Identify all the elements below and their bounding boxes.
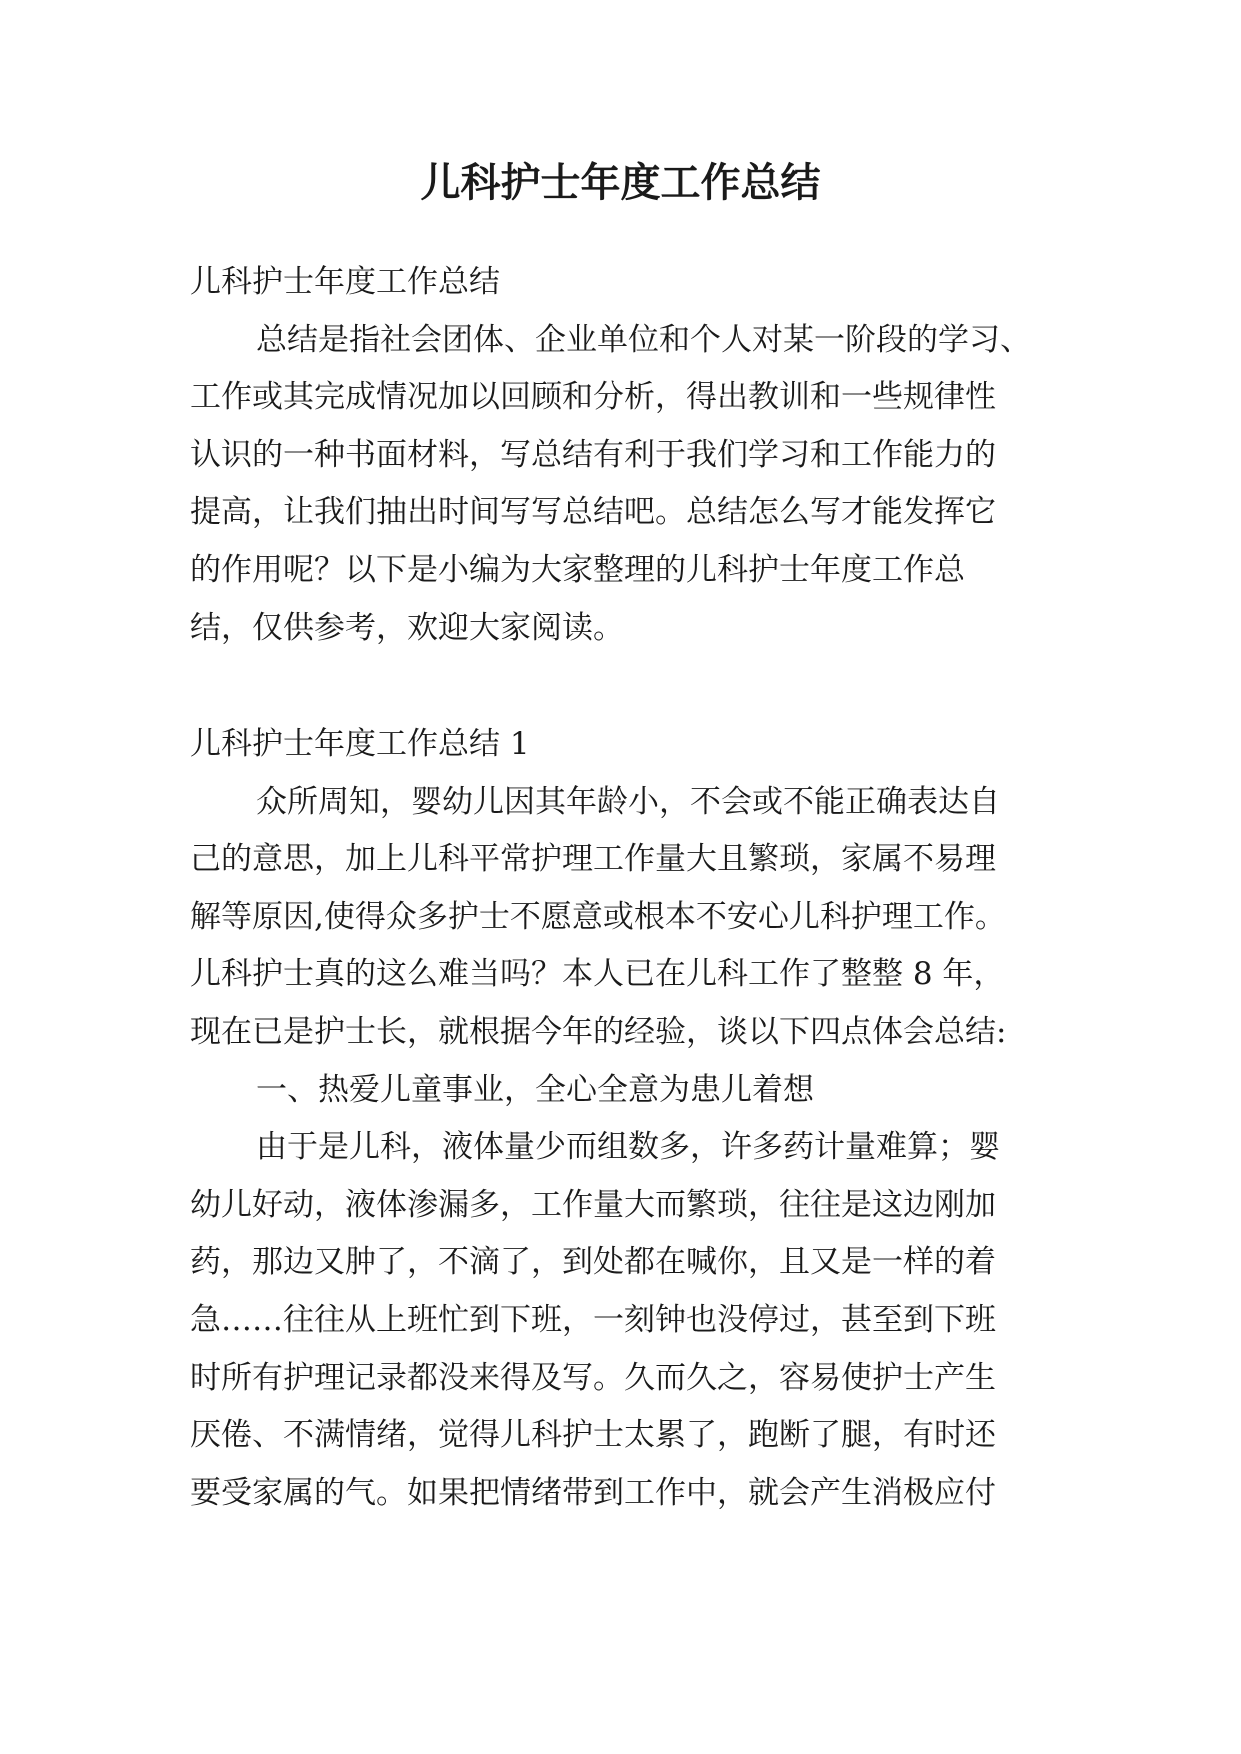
paragraph-line: 时所有护理记录都没来得及写。久而久之，容易使护士产生: [190, 1359, 996, 1396]
intro-line: 的作用呢？以下是小编为大家整理的儿科护士年度工作总: [190, 551, 965, 588]
paragraph-line: 众所周知，婴幼儿因其年龄小，不会或不能正确表达自: [256, 783, 1000, 820]
intro-line: 认识的一种书面材料，写总结有利于我们学习和工作能力的: [190, 436, 996, 473]
point-heading: 一、热爱儿童事业，全心全意为患儿着想: [256, 1071, 814, 1108]
paragraph-line: 幼儿好动，液体渗漏多，工作量大而繁琐，往往是这边刚加: [190, 1186, 996, 1223]
paragraph-line: 儿科护士真的这么难当吗？本人已在儿科工作了整整 8 年，: [190, 956, 1005, 993]
intro-line: 结，仅供参考，欢迎大家阅读。: [190, 609, 624, 646]
subtitle: 儿科护士年度工作总结: [190, 264, 500, 300]
document-title: 儿科护士年度工作总结: [420, 159, 821, 206]
paragraph-line: 解等原因,使得众多护士不愿意或根本不安心儿科护理工作。: [190, 898, 1006, 935]
intro-line: 工作或其完成情况加以回顾和分析，得出教训和一些规律性: [190, 379, 996, 416]
paragraph-line: 现在已是护士长，就根据今年的经验，谈以下四点体会总结:: [190, 1013, 1007, 1050]
paragraph-line: 药，那边又肿了，不滴了，到处都在喊你，且又是一样的着: [190, 1244, 996, 1281]
paragraph-line: 厌倦、不满情绪，觉得儿科护士太累了，跑断了腿，有时还: [190, 1417, 996, 1454]
intro-line: 提高，让我们抽出时间写写总结吧。总结怎么写才能发挥它: [190, 494, 996, 531]
paragraph-line: 要受家属的气。如果把情绪带到工作中，就会产生消极应付: [190, 1474, 996, 1511]
intro-line: 总结是指社会团体、企业单位和个人对某一阶段的学习、: [256, 321, 1031, 358]
paragraph-line: 己的意思，加上儿科平常护理工作量大且繁琐，家属不易理: [190, 841, 996, 878]
section-1: [190, 716, 1050, 1522]
paragraph-line: 由于是儿科，液体量少而组数多，许多药计量难算；婴: [256, 1129, 1000, 1166]
intro-block: [190, 254, 1050, 657]
section-heading: 儿科护士年度工作总结 1: [190, 726, 530, 762]
paragraph-line: 急……往往从上班忙到下班，一刻钟也没停过，甚至到下班: [190, 1301, 996, 1338]
